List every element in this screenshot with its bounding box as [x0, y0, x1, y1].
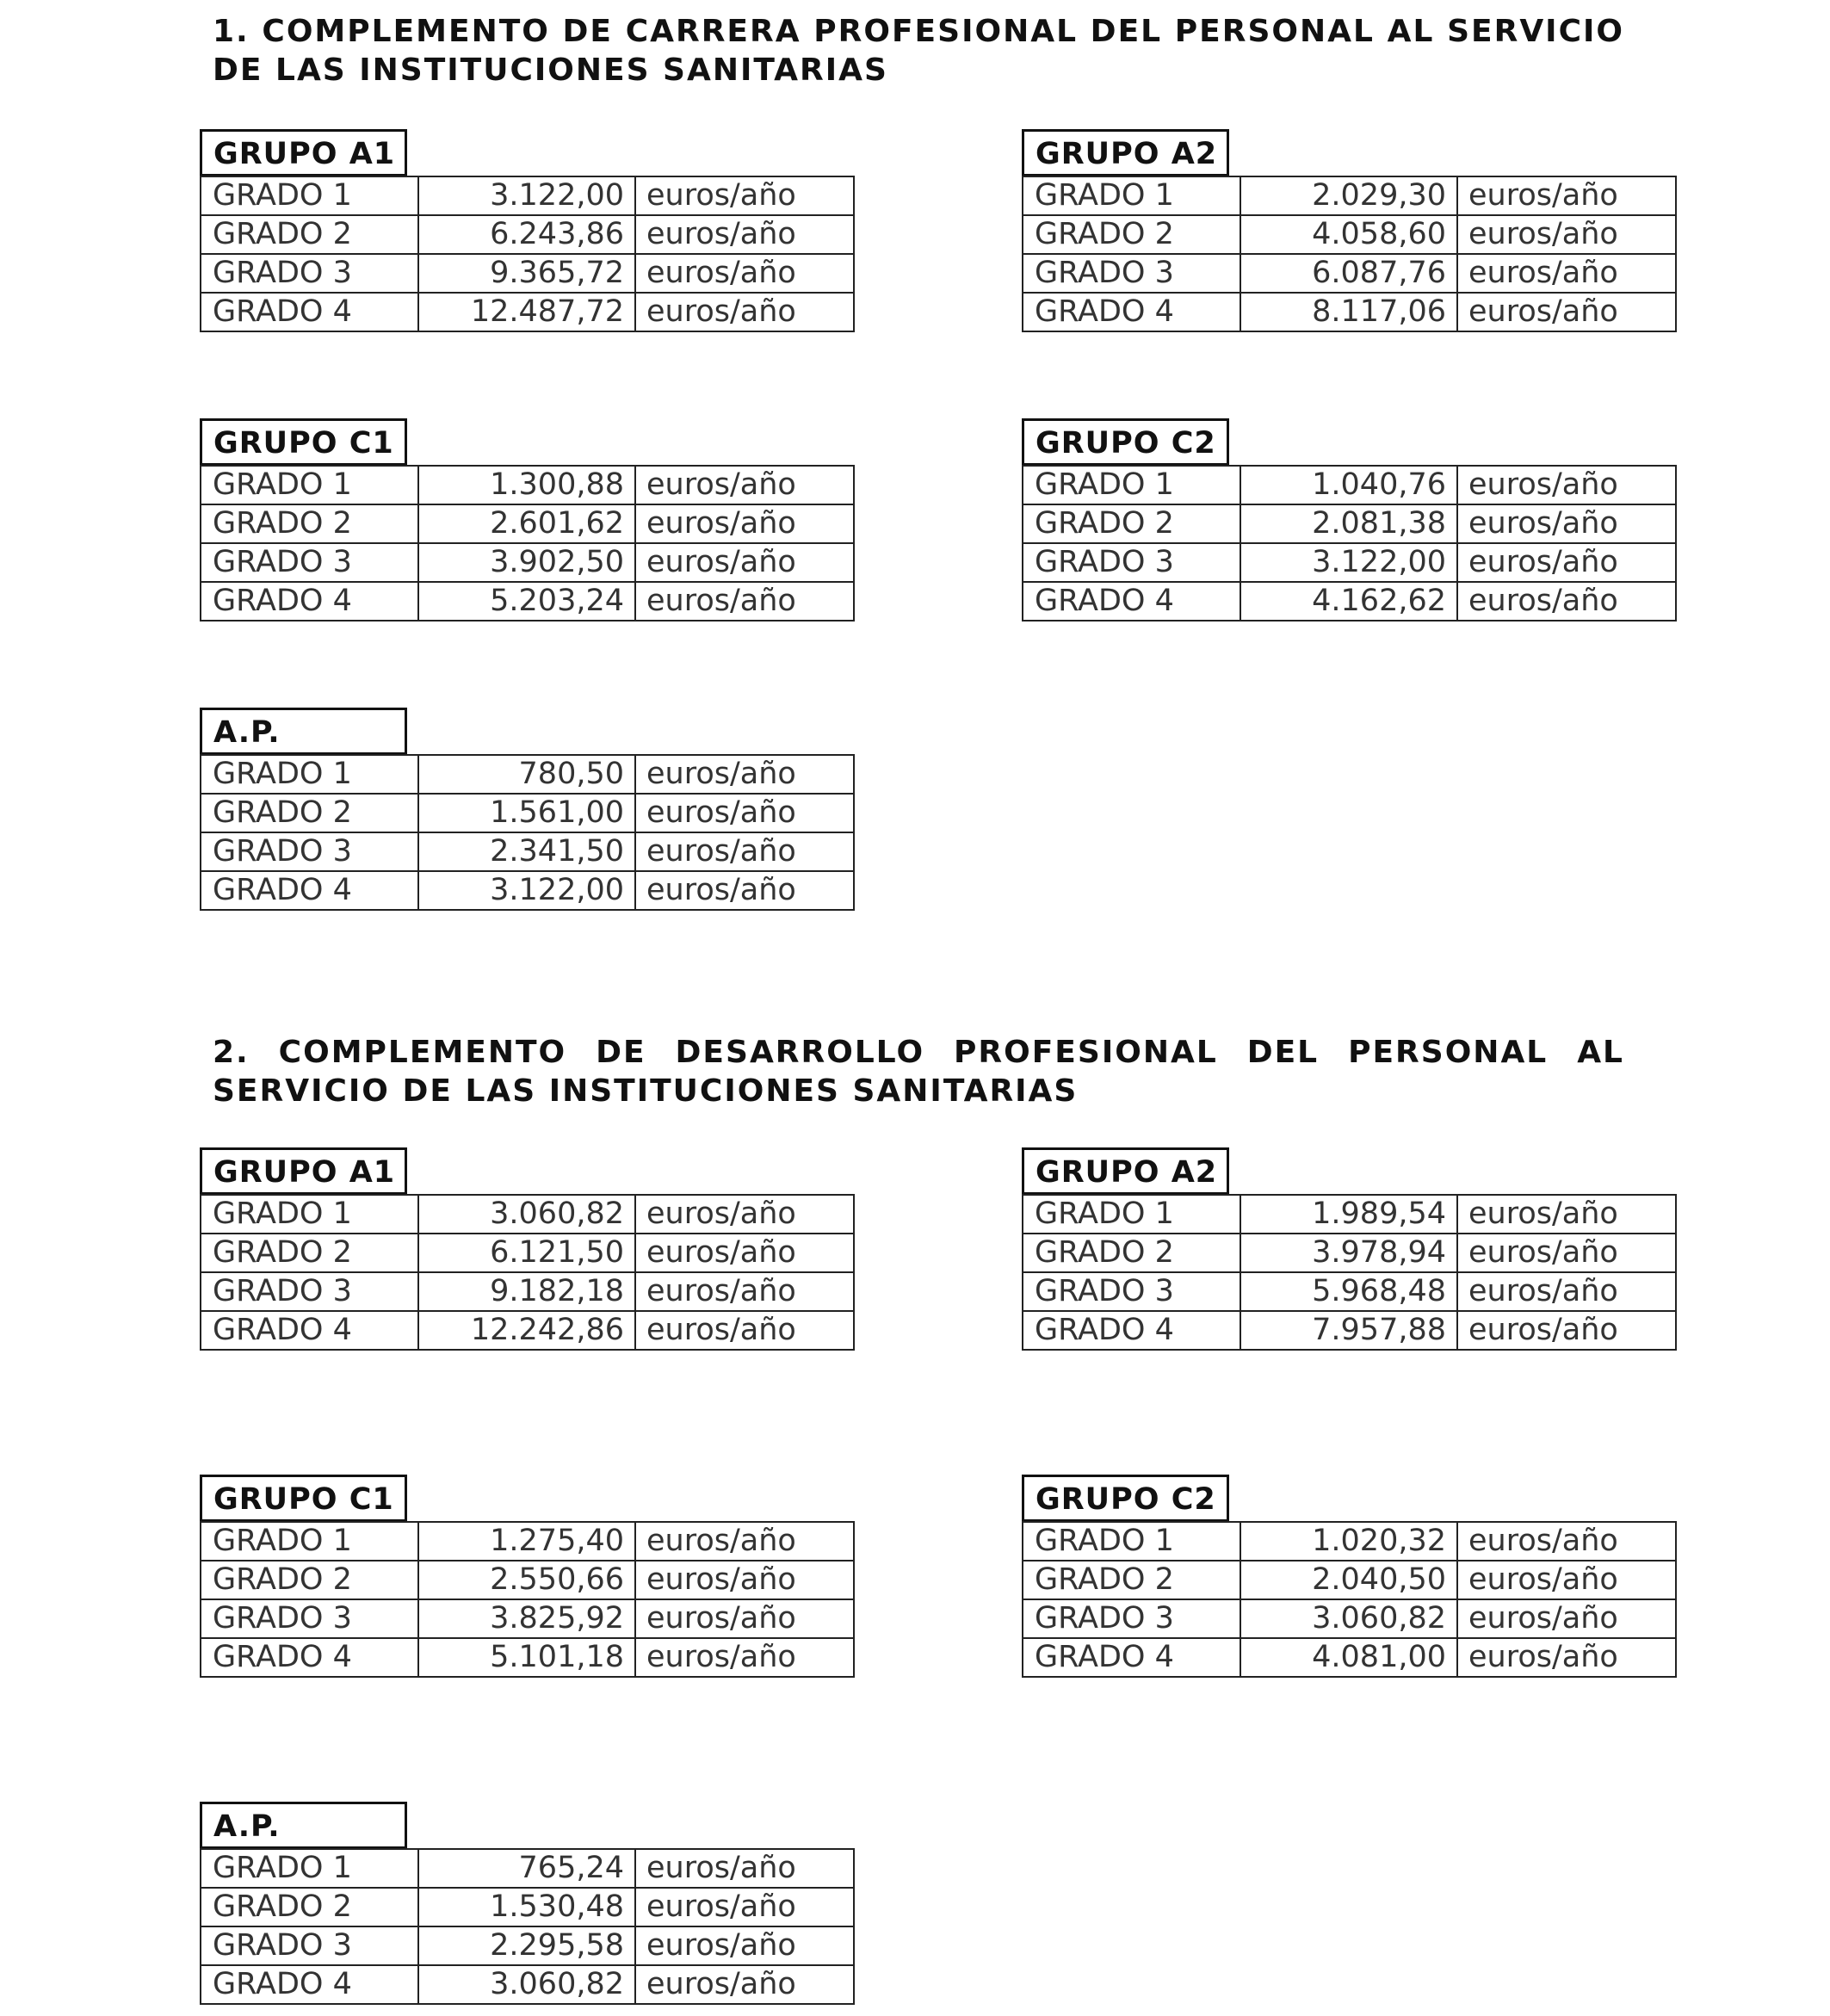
grade-unit: euros/año — [1457, 582, 1676, 621]
table-row — [1023, 543, 1676, 582]
grade-amount: 9.365,72 — [418, 254, 635, 293]
grade-unit: euros/año — [635, 1522, 854, 1561]
grade-unit: euros/año — [1457, 293, 1676, 331]
table-row — [201, 1195, 854, 1234]
grade-amount: 2.295,58 — [418, 1926, 635, 1965]
grade-label: GRADO 2 — [1023, 504, 1240, 543]
grade-amount: 3.060,82 — [418, 1965, 635, 2004]
table-row — [201, 1272, 854, 1311]
grade-label: GRADO 3 — [1023, 543, 1240, 582]
grade-label: GRADO 3 — [201, 1599, 418, 1638]
table-row — [1023, 215, 1676, 254]
grade-label: GRADO 4 — [201, 1965, 418, 2004]
table-row — [1023, 1599, 1676, 1638]
grade-unit: euros/año — [1457, 1522, 1676, 1561]
grade-label: GRADO 3 — [201, 1926, 418, 1965]
table-row — [1023, 254, 1676, 293]
table-row — [201, 871, 854, 910]
table-row — [1023, 176, 1676, 215]
grade-label: GRADO 1 — [201, 1849, 418, 1888]
grade-unit: euros/año — [635, 504, 854, 543]
grade-label: GRADO 3 — [201, 832, 418, 871]
grade-unit: euros/año — [635, 1926, 854, 1965]
grade-amount: 4.162,62 — [1240, 582, 1457, 621]
grade-amount: 6.243,86 — [418, 215, 635, 254]
grade-unit: euros/año — [635, 466, 854, 504]
grade-unit: euros/año — [635, 1888, 854, 1926]
grade-label: GRADO 1 — [1023, 176, 1240, 215]
grade-label: GRADO 4 — [201, 582, 418, 621]
table-row — [1023, 1272, 1676, 1311]
group-title: GRUPO C1 — [200, 418, 407, 465]
table-row — [201, 1561, 854, 1599]
grade-amount: 3.902,50 — [418, 543, 635, 582]
table-row — [1023, 582, 1676, 621]
table-grupo-a2-carrera — [1022, 129, 1641, 332]
grade-label: GRADO 1 — [1023, 1522, 1240, 1561]
grade-label: GRADO 4 — [201, 1638, 418, 1677]
grade-label: GRADO 3 — [201, 543, 418, 582]
table-grupo-a2-desarrollo — [1022, 1147, 1641, 1351]
grade-unit: euros/año — [1457, 215, 1676, 254]
grade-unit: euros/año — [635, 293, 854, 331]
grade-unit: euros/año — [635, 1311, 854, 1350]
grade-table — [200, 1194, 855, 1351]
table-row — [201, 1234, 854, 1272]
grade-label: GRADO 1 — [201, 466, 418, 504]
table-ap-desarrollo — [200, 1802, 819, 2005]
table-grupo-c1-desarrollo — [200, 1475, 819, 1678]
grade-amount: 8.117,06 — [1240, 293, 1457, 331]
grade-label: GRADO 4 — [1023, 1638, 1240, 1677]
table-row — [201, 1638, 854, 1677]
grade-amount: 2.029,30 — [1240, 176, 1457, 215]
grade-amount: 2.081,38 — [1240, 504, 1457, 543]
table-row — [201, 1599, 854, 1638]
group-title: GRUPO A1 — [200, 1147, 407, 1194]
grade-amount: 12.487,72 — [418, 293, 635, 331]
grade-label: GRADO 2 — [1023, 1561, 1240, 1599]
grade-unit: euros/año — [635, 794, 854, 832]
table-grupo-c2-desarrollo — [1022, 1475, 1641, 1678]
grade-unit: euros/año — [1457, 1311, 1676, 1350]
grade-amount: 765,24 — [418, 1849, 635, 1888]
grade-label: GRADO 4 — [201, 293, 418, 331]
grade-unit: euros/año — [635, 1272, 854, 1311]
grade-unit: euros/año — [635, 543, 854, 582]
grade-label: GRADO 2 — [1023, 1234, 1240, 1272]
group-title: GRUPO A2 — [1022, 1147, 1229, 1194]
grade-unit: euros/año — [1457, 1561, 1676, 1599]
grade-unit: euros/año — [1457, 1234, 1676, 1272]
grade-unit: euros/año — [635, 215, 854, 254]
grade-unit: euros/año — [635, 1638, 854, 1677]
grade-unit: euros/año — [635, 1599, 854, 1638]
grade-label: GRADO 1 — [201, 1522, 418, 1561]
grade-table — [200, 754, 855, 911]
grade-amount: 780,50 — [418, 755, 635, 794]
grade-table — [200, 1521, 855, 1678]
grade-label: GRADO 3 — [1023, 1599, 1240, 1638]
group-title: GRUPO C2 — [1022, 1475, 1229, 1521]
grade-table — [200, 176, 855, 332]
table-row — [1023, 1561, 1676, 1599]
grade-amount: 5.968,48 — [1240, 1272, 1457, 1311]
grade-amount: 3.122,00 — [418, 176, 635, 215]
table-grupo-c1-carrera — [200, 418, 819, 621]
table-row — [201, 1888, 854, 1926]
grade-label: GRADO 4 — [201, 1311, 418, 1350]
grade-label: GRADO 2 — [201, 1234, 418, 1272]
grade-amount: 3.122,00 — [1240, 543, 1457, 582]
grade-amount: 2.601,62 — [418, 504, 635, 543]
grade-label: GRADO 3 — [201, 1272, 418, 1311]
grade-amount: 7.957,88 — [1240, 1311, 1457, 1350]
grade-unit: euros/año — [635, 1561, 854, 1599]
table-row — [201, 1965, 854, 2004]
grade-amount: 3.825,92 — [418, 1599, 635, 1638]
grade-table — [1022, 465, 1677, 621]
grade-amount: 3.060,82 — [418, 1195, 635, 1234]
grade-table — [1022, 176, 1677, 332]
grade-unit: euros/año — [1457, 176, 1676, 215]
group-title: GRUPO C2 — [1022, 418, 1229, 465]
table-row — [201, 832, 854, 871]
table-row — [201, 543, 854, 582]
table-row — [201, 254, 854, 293]
table-row — [201, 755, 854, 794]
grade-amount: 1.530,48 — [418, 1888, 635, 1926]
grade-table — [200, 465, 855, 621]
grade-amount: 2.341,50 — [418, 832, 635, 871]
grade-unit: euros/año — [1457, 466, 1676, 504]
grade-label: GRADO 2 — [201, 504, 418, 543]
grade-amount: 1.989,54 — [1240, 1195, 1457, 1234]
table-row — [1023, 1522, 1676, 1561]
group-title: GRUPO A2 — [1022, 129, 1229, 176]
grade-label: GRADO 2 — [201, 215, 418, 254]
grade-unit: euros/año — [1457, 254, 1676, 293]
grade-label: GRADO 1 — [201, 755, 418, 794]
grade-label: GRADO 2 — [1023, 215, 1240, 254]
grade-unit: euros/año — [635, 582, 854, 621]
grade-unit: euros/año — [1457, 1195, 1676, 1234]
table-row — [1023, 1638, 1676, 1677]
table-grupo-a1-desarrollo — [200, 1147, 819, 1351]
grade-amount: 5.203,24 — [418, 582, 635, 621]
table-row — [201, 794, 854, 832]
grade-label: GRADO 4 — [1023, 1311, 1240, 1350]
table-row — [1023, 466, 1676, 504]
grade-table — [1022, 1194, 1677, 1351]
grade-label: GRADO 3 — [1023, 254, 1240, 293]
grade-label: GRADO 1 — [1023, 466, 1240, 504]
grade-amount: 6.087,76 — [1240, 254, 1457, 293]
grade-amount: 2.040,50 — [1240, 1561, 1457, 1599]
table-row — [201, 1849, 854, 1888]
group-title: A.P. — [200, 708, 407, 754]
grade-amount: 3.060,82 — [1240, 1599, 1457, 1638]
grade-amount: 1.561,00 — [418, 794, 635, 832]
grade-label: GRADO 3 — [1023, 1272, 1240, 1311]
grade-amount: 3.122,00 — [418, 871, 635, 910]
table-row — [201, 1522, 854, 1561]
grade-amount: 5.101,18 — [418, 1638, 635, 1677]
grade-amount: 12.242,86 — [418, 1311, 635, 1350]
grade-amount: 6.121,50 — [418, 1234, 635, 1272]
grade-amount: 9.182,18 — [418, 1272, 635, 1311]
table-ap-carrera — [200, 708, 819, 911]
grade-unit: euros/año — [635, 871, 854, 910]
grade-unit: euros/año — [635, 1234, 854, 1272]
table-row — [1023, 293, 1676, 331]
grade-amount: 4.058,60 — [1240, 215, 1457, 254]
group-title: A.P. — [200, 1802, 407, 1848]
table-row — [201, 1926, 854, 1965]
group-title: GRUPO C1 — [200, 1475, 407, 1521]
grade-unit: euros/año — [635, 1849, 854, 1888]
table-row — [201, 504, 854, 543]
grade-unit: euros/año — [635, 176, 854, 215]
grade-unit: euros/año — [1457, 1599, 1676, 1638]
grade-label: GRADO 4 — [1023, 293, 1240, 331]
grade-label: GRADO 2 — [201, 1888, 418, 1926]
table-row — [201, 176, 854, 215]
grade-unit: euros/año — [1457, 543, 1676, 582]
grade-label: GRADO 2 — [201, 794, 418, 832]
grade-amount: 2.550,66 — [418, 1561, 635, 1599]
grade-table — [1022, 1521, 1677, 1678]
grade-unit: euros/año — [1457, 1638, 1676, 1677]
grade-label: GRADO 4 — [201, 871, 418, 910]
section-2-heading: 2. COMPLEMENTO DE DESARROLLO PROFESIONAL DEL PERSONAL AL SERVICIO DE LAS INSTITUCIONES SANITARIAS — [213, 1035, 1624, 1109]
section-1-heading: 1. COMPLEMENTO DE CARRERA PROFESIONAL DEL PERSONAL AL SERVICIO DE LAS INSTITUCIONES SANITARIAS — [213, 14, 1624, 88]
table-row — [1023, 1311, 1676, 1350]
group-title: GRUPO A1 — [200, 129, 407, 176]
grade-amount: 1.275,40 — [418, 1522, 635, 1561]
grade-label: GRADO 1 — [1023, 1195, 1240, 1234]
grade-amount: 3.978,94 — [1240, 1234, 1457, 1272]
grade-unit: euros/año — [1457, 1272, 1676, 1311]
table-row — [1023, 504, 1676, 543]
grade-amount: 1.020,32 — [1240, 1522, 1457, 1561]
grade-table — [200, 1848, 855, 2005]
table-grupo-a1-carrera — [200, 129, 819, 332]
grade-unit: euros/año — [1457, 504, 1676, 543]
grade-label: GRADO 2 — [201, 1561, 418, 1599]
grade-unit: euros/año — [635, 254, 854, 293]
table-row — [201, 466, 854, 504]
grade-label: GRADO 3 — [201, 254, 418, 293]
grade-amount: 4.081,00 — [1240, 1638, 1457, 1677]
grade-amount: 1.040,76 — [1240, 466, 1457, 504]
table-grupo-c2-carrera — [1022, 418, 1641, 621]
table-row — [201, 582, 854, 621]
grade-label: GRADO 4 — [1023, 582, 1240, 621]
grade-unit: euros/año — [635, 1965, 854, 2004]
grade-unit: euros/año — [635, 1195, 854, 1234]
grade-unit: euros/año — [635, 755, 854, 794]
grade-amount: 1.300,88 — [418, 466, 635, 504]
grade-unit: euros/año — [635, 832, 854, 871]
grade-label: GRADO 1 — [201, 1195, 418, 1234]
table-row — [1023, 1234, 1676, 1272]
table-row — [1023, 1195, 1676, 1234]
table-row — [201, 215, 854, 254]
grade-label: GRADO 1 — [201, 176, 418, 215]
table-row — [201, 293, 854, 331]
table-row — [201, 1311, 854, 1350]
